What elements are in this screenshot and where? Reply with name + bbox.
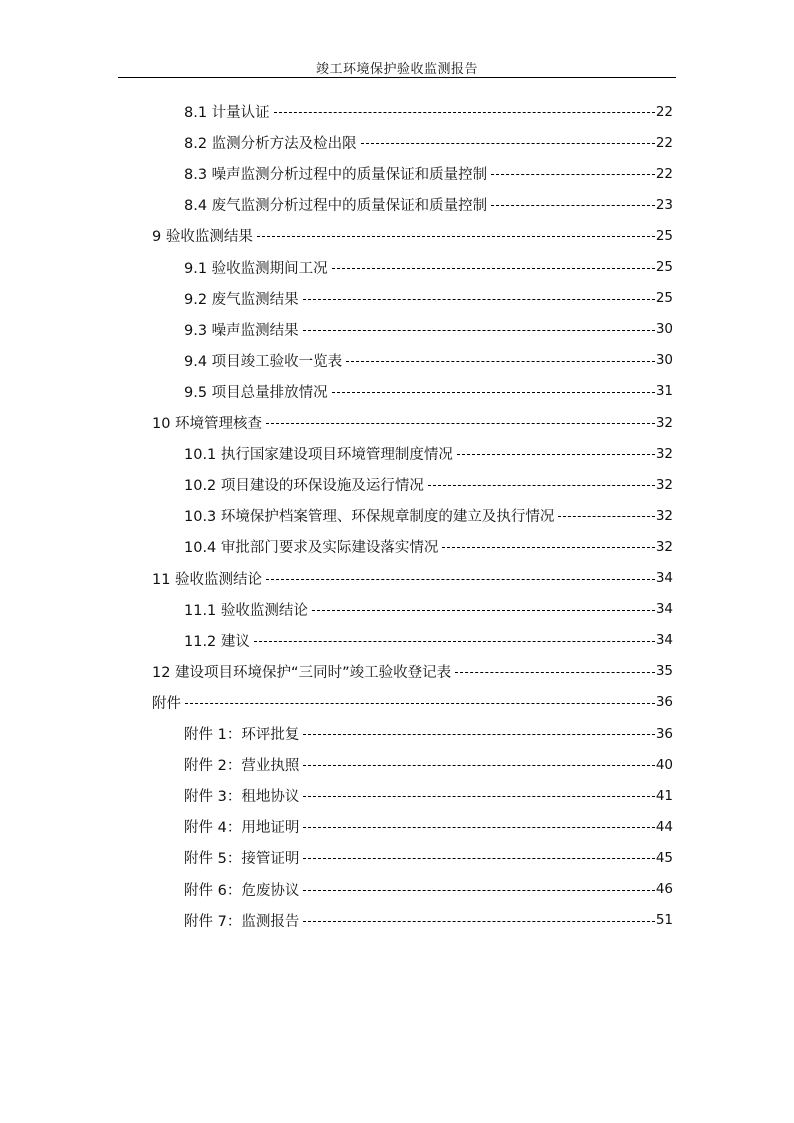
toc-entry[interactable] <box>184 189 673 220</box>
toc-entry-label: 9.3 噪声监测结果 <box>184 322 299 339</box>
toc-dot-leader <box>457 454 655 455</box>
toc-entry[interactable] <box>184 314 673 345</box>
toc-entry-label: 11 验收监测结论 <box>152 571 263 588</box>
toc-entry-label: 12 建设项目环境保护“三同时”竣工验收登记表 <box>152 664 452 681</box>
toc-dot-leader <box>185 703 655 704</box>
toc-entry[interactable] <box>184 252 673 283</box>
toc-dot-leader <box>303 330 655 331</box>
toc-entry[interactable] <box>184 469 673 500</box>
toc-dot-leader <box>303 858 654 859</box>
page-header-title: 竣工环境保护验收监测报告 <box>315 62 478 77</box>
toc-entry-label: 10.4 审批部门要求及实际建设落实情况 <box>184 540 439 557</box>
toc-entry-label: 11.1 验收监测结论 <box>184 602 308 619</box>
toc-entry[interactable] <box>184 158 673 189</box>
toc-dot-leader <box>332 392 655 393</box>
toc-entry-page-number: 40 <box>655 756 673 773</box>
toc-dot-leader <box>312 610 655 611</box>
toc-entry-label: 8.2 监测分析方法及检出限 <box>184 136 357 153</box>
toc-dot-leader <box>361 143 655 144</box>
toc-entry[interactable] <box>152 687 673 718</box>
toc-entry-page-number: 46 <box>655 881 673 897</box>
toc-entry[interactable] <box>184 905 673 936</box>
toc-entry-page-number: 25 <box>655 227 673 244</box>
toc-entry-page-number: 32 <box>655 476 673 493</box>
toc-entry-page-number: 35 <box>655 663 673 680</box>
toc-dot-leader <box>274 112 655 113</box>
toc-entry-label: 10.1 执行国家建设项目环境管理制度情况 <box>184 447 453 464</box>
toc-dot-leader <box>303 921 654 922</box>
toc-entry[interactable] <box>184 842 673 873</box>
toc-dot-leader <box>303 765 654 766</box>
toc-entry-label: 附件 7：监测报告 <box>184 913 300 930</box>
toc-entry-label: 8.1 计量认证 <box>184 105 270 121</box>
toc-dot-leader <box>303 299 655 300</box>
toc-entry-label: 10 环境管理核查 <box>152 416 263 432</box>
toc-entry[interactable] <box>152 407 673 438</box>
header-divider <box>118 77 676 78</box>
toc-entry[interactable] <box>184 811 673 842</box>
toc-dot-leader <box>428 485 655 486</box>
toc-entry-label: 附件 3：租地协议 <box>184 789 300 806</box>
toc-dot-leader <box>558 516 654 517</box>
toc-entry-page-number: 25 <box>655 259 673 275</box>
toc-entry[interactable] <box>184 594 673 625</box>
toc-entry[interactable] <box>184 749 673 780</box>
toc-entry[interactable] <box>184 376 673 407</box>
toc-entry-page-number: 41 <box>655 787 673 804</box>
toc-entry-page-number: 32 <box>655 445 673 462</box>
toc-dot-leader <box>257 236 655 237</box>
toc-entry-page-number: 34 <box>655 570 673 586</box>
toc-entry-page-number: 34 <box>655 601 673 618</box>
toc-entry[interactable] <box>152 563 673 594</box>
toc-entry[interactable] <box>184 625 673 656</box>
toc-entry-page-number: 25 <box>655 290 673 307</box>
toc-entry[interactable] <box>184 96 673 127</box>
toc-entry-page-number: 32 <box>655 507 673 524</box>
toc-dot-leader <box>303 890 654 891</box>
toc-entry-page-number: 22 <box>655 134 673 151</box>
toc-entry[interactable] <box>184 127 673 158</box>
toc-entry[interactable] <box>184 780 673 811</box>
toc-entry-label: 10.3 环境保护档案管理、环保规章制度的建立及执行情况 <box>184 509 555 526</box>
toc-entry[interactable] <box>184 500 673 531</box>
toc-entry-label: 8.4 废气监测分析过程中的质量保证和质量控制 <box>184 198 488 215</box>
toc-dot-leader <box>346 361 655 362</box>
toc-entry-page-number: 23 <box>655 196 673 213</box>
toc-entry-label: 附件 6：危废协议 <box>184 882 300 899</box>
toc-dot-leader <box>455 672 655 673</box>
toc-entry-page-number: 34 <box>655 632 673 649</box>
toc-entry-label: 10.2 项目建设的环保设施及运行情况 <box>184 478 424 495</box>
toc-dot-leader <box>442 547 654 548</box>
toc-entry-label: 9.2 废气监测结果 <box>184 291 299 308</box>
toc-entry-page-number: 36 <box>655 694 673 711</box>
toc-entry-page-number: 32 <box>655 414 673 431</box>
toc-dot-leader <box>303 827 654 828</box>
toc-dot-leader <box>266 579 655 580</box>
toc-entry[interactable] <box>184 345 673 376</box>
toc-entry-page-number: 22 <box>655 165 673 182</box>
toc-entry-label: 附件 <box>152 695 181 712</box>
toc-dot-leader <box>266 423 655 424</box>
toc-dot-leader <box>303 796 654 797</box>
toc-entry-page-number: 44 <box>655 818 673 835</box>
toc-entry-label: 9.5 项目总量排放情况 <box>184 384 328 401</box>
toc-entry-page-number: 45 <box>655 849 673 866</box>
toc-entry-label: 附件 5：接管证明 <box>184 851 300 868</box>
toc-entry-page-number: 36 <box>655 725 673 742</box>
toc-entry[interactable] <box>184 283 673 314</box>
toc-dot-leader <box>332 268 655 269</box>
toc-entry-label: 9.4 项目竣工验收一览表 <box>184 353 343 370</box>
toc-dot-leader <box>303 734 654 735</box>
toc-entry-label: 附件 1：环评批复 <box>184 727 300 743</box>
toc-entry[interactable] <box>152 656 673 687</box>
toc-entry-page-number: 22 <box>655 103 673 120</box>
toc-entry[interactable] <box>184 874 673 905</box>
toc-entry-label: 9 验收监测结果 <box>152 229 253 246</box>
toc-entry-label: 9.1 验收监测期间工况 <box>184 260 328 277</box>
toc-entry[interactable] <box>184 438 673 469</box>
toc-entry[interactable] <box>184 718 673 749</box>
toc-entry-page-number: 51 <box>655 912 673 929</box>
toc-dot-leader <box>491 205 655 206</box>
toc-dot-leader <box>491 174 655 175</box>
toc-entry-page-number: 32 <box>655 538 673 555</box>
toc-entry-page-number: 31 <box>655 383 673 400</box>
toc-entry-label: 11.2 建议 <box>184 633 250 650</box>
toc-entry-label: 附件 4：用地证明 <box>184 820 300 837</box>
toc-entry-page-number: 30 <box>655 352 673 369</box>
toc-entry[interactable] <box>184 531 673 562</box>
toc-entry[interactable] <box>152 220 673 251</box>
toc-entry-label: 8.3 噪声监测分析过程中的质量保证和质量控制 <box>184 167 488 184</box>
toc-dot-leader <box>254 641 655 642</box>
toc-entry-page-number: 30 <box>655 321 673 338</box>
toc-entry-label: 附件 2：营业执照 <box>184 758 300 775</box>
